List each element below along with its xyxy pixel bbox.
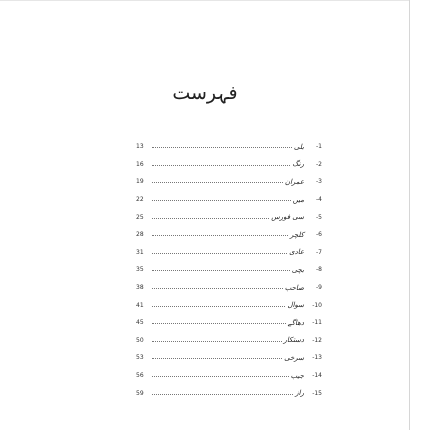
toc-dot-leader: [152, 358, 282, 359]
toc-entry-number: -5: [316, 213, 322, 221]
toc-page-number: 16: [136, 160, 144, 168]
toc-entry-title: راز: [295, 389, 304, 398]
toc-page-number: 35: [136, 266, 144, 274]
toc-entry-number: -14: [312, 372, 322, 380]
toc-entry-title: دھاگے: [287, 318, 304, 327]
toc-page-number: 50: [136, 336, 144, 344]
toc-entry-title: دستکار: [283, 336, 304, 345]
toc-row: [136, 226, 322, 244]
page-right-edge: [409, 0, 410, 430]
page-title: فہرست: [172, 82, 238, 104]
toc-dot-leader: [152, 288, 283, 289]
toc-dot-leader: [152, 376, 289, 377]
toc-entry-number: -10: [312, 301, 322, 309]
toc-row: [136, 261, 322, 279]
toc-entry-number: -1: [316, 143, 322, 151]
toc-row: [136, 191, 322, 209]
toc-entry-number: -4: [316, 196, 322, 204]
toc-entry-number: -6: [316, 231, 322, 239]
toc-page-number: 45: [136, 319, 144, 327]
toc-entry-title: عادی: [289, 248, 304, 257]
toc-row: [136, 156, 322, 174]
toc-entry-number: -8: [316, 266, 322, 274]
toc-dot-leader: [152, 218, 269, 219]
toc-dot-leader: [152, 394, 293, 395]
toc-page-number: 31: [136, 248, 144, 256]
toc-entry-title: بلی: [293, 142, 304, 151]
toc-entry-title: سی فورس: [271, 213, 304, 222]
toc-row: [136, 173, 322, 191]
toc-dot-leader: [152, 253, 287, 254]
toc-page-number: 56: [136, 372, 144, 380]
toc-entry-title: صاحب: [284, 283, 304, 292]
toc-dot-leader: [152, 165, 290, 166]
toc-dot-leader: [152, 341, 282, 342]
toc-entry-number: -7: [316, 248, 322, 256]
toc-row: [136, 367, 322, 385]
toc-entry-number: -12: [312, 336, 322, 344]
toc-dot-leader: [152, 270, 290, 271]
toc-dot-leader: [152, 182, 283, 183]
toc-dot-leader: [152, 235, 288, 236]
toc-page-number: 28: [136, 231, 144, 239]
toc-row: [136, 314, 322, 332]
toc-entry-title: عمران: [284, 177, 304, 186]
toc-entry-number: -11: [312, 319, 322, 327]
toc-dot-leader: [152, 147, 292, 148]
toc-row: [136, 296, 322, 314]
toc-page-number: 59: [136, 389, 144, 397]
toc-entry-number: -9: [316, 284, 322, 292]
toc-entry-title: سوال: [287, 301, 304, 310]
toc-page-number: 53: [136, 354, 144, 362]
toc-dot-leader: [152, 200, 291, 201]
toc-page-number: 19: [136, 178, 144, 186]
toc-row: [136, 349, 322, 367]
table-of-contents: [136, 138, 322, 402]
toc-entry-title: رنگ: [292, 160, 304, 169]
toc-row: [136, 279, 322, 297]
toc-entry-title: میں: [292, 195, 304, 204]
toc-entry-number: -3: [316, 178, 322, 186]
page-top-edge: [0, 0, 410, 1]
toc-page-number: 22: [136, 196, 144, 204]
toc-page-number: 41: [136, 301, 144, 309]
toc-row: [136, 208, 322, 226]
toc-dot-leader: [152, 306, 285, 307]
toc-page-number: 38: [136, 284, 144, 292]
toc-entry-number: -2: [316, 160, 322, 168]
toc-entry-title: کلچر: [289, 230, 304, 239]
toc-page-number: 25: [136, 213, 144, 221]
toc-row: [136, 244, 322, 262]
toc-dot-leader: [152, 323, 286, 324]
toc-entry-number: -13: [312, 354, 322, 362]
toc-entry-title: سرخی: [284, 353, 304, 362]
toc-row: [136, 332, 322, 350]
toc-row: [136, 384, 322, 402]
toc-entry-title: بچی: [291, 265, 304, 274]
toc-entry-title: جیب: [290, 371, 304, 380]
toc-entry-number: -15: [312, 389, 322, 397]
toc-row: [136, 138, 322, 156]
toc-page-number: 13: [136, 143, 144, 151]
